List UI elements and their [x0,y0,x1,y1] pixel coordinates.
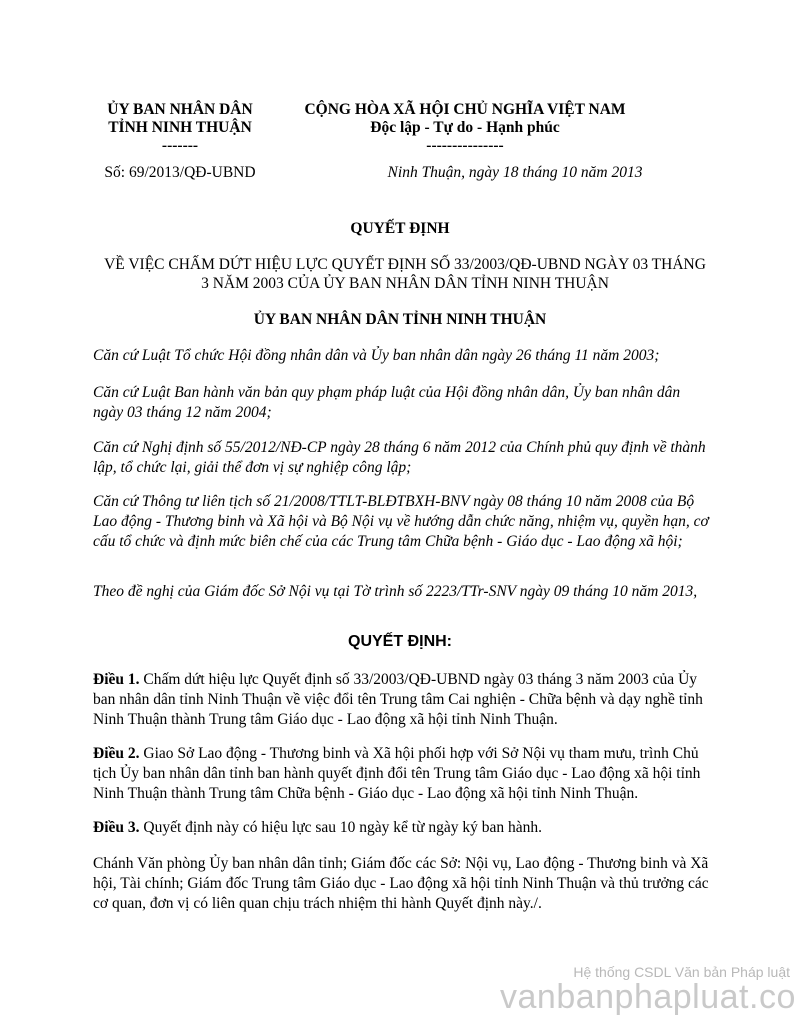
issuing-authority-line2: TỈNH NINH THUẬN [108,119,252,136]
document-number: Số: 69/2013/QĐ-UBND [104,164,256,181]
implementation-clause: Chánh Văn phòng Ủy ban nhân dân tỉnh; Giám đốc các Sở: Nội vụ, Lao động - Thương binh và Xã hội, Tài chính; Giám đốc Trung tâm Giáo dục - Lao động xã hội tỉnh Ninh Thuận và thủ trưởng các cơ quan, đơn vị có liên quan chịu trách nhiệm thi hành Quyết định này./. [93,855,709,912]
document-subject [60,255,750,293]
article-1 [93,670,713,730]
article-3-label: Điều 3. [93,819,140,836]
issuing-authority-block [80,101,280,155]
document-type: QUYẾT ĐỊNH [350,220,450,237]
watermark-system-name: Hệ thống CSDL Văn bản Pháp luật [573,964,790,980]
legal-basis-2: Căn cứ Luật Ban hành văn bản quy phạm pháp luật của Hội đồng nhân dân, Ủy ban nhân dân ngày 03 tháng 12 năm 2004; [93,384,681,421]
article-2 [93,744,713,804]
subject-line-1: VỀ VIỆC CHẤM DỨT HIỆU LỰC QUYẾT ĐỊNH SỐ 33/2003/QĐ-UBND NGÀY 03 THÁNG [104,256,706,273]
issuing-authority-line1: ỦY BAN NHÂN DÂN [107,101,253,118]
national-motto: Độc lập - Tự do - Hạnh phúc [370,119,560,136]
subject-line-2: 3 NĂM 2003 CỦA ỦY BAN NHÂN DÂN TỈNH NINH THUẬN [201,275,609,292]
article-2-text: Giao Sở Lao động - Thương binh và Xã hội phối hợp với Sở Nội vụ tham mưu, trình Chủ tịch Ủy ban nhân dân tỉnh ban hành quyết định đổi tên Trung tâm Giáo dục - Lao động xã hội tỉnh Ninh Thuận thành Trung tâm Chữa bệnh - Giáo dục - Lao động xã hội tỉnh Ninh Thuận. [93,745,701,802]
national-title-block [280,101,650,155]
issuing-authority-separator: ------- [161,137,199,154]
national-title: CỘNG HÒA XÃ HỘI CHỦ NGHĨA VIỆT NAM [304,101,626,118]
legal-basis-3: Căn cứ Nghị định số 55/2012/NĐ-CP ngày 28 tháng 6 năm 2012 của Chính phủ quy định về thành lập, tổ chức lại, giải thể đơn vị sự nghiệp công lập; [93,439,706,476]
article-1-label: Điều 1. [93,671,140,688]
decision-heading: QUYẾT ĐỊNH: [348,633,452,650]
watermark-site: vanbanphapluat.co [500,978,796,1016]
article-3 [93,818,713,838]
article-1-text: Chấm dứt hiệu lực Quyết định số 33/2003/QĐ-UBND ngày 03 tháng 3 năm 2003 của Ủy ban nhân dân tỉnh Ninh Thuận về việc đổi tên Trung tâm Cai nghiện - Chữa bệnh và dạy nghề tỉnh Ninh Thuận thành Trung tâm Giáo dục - Lao động xã hội tỉnh Ninh Thuận. [93,671,703,728]
legal-basis-4: Căn cứ Thông tư liên tịch số 21/2008/TTLT-BLĐTBXH-BNV ngày 08 tháng 10 năm 2008 của Bộ Lao động - Thương binh và Xã hội và Bộ Nội vụ về hướng dẫn chức năng, nhiệm vụ, quyền hạn, cơ cấu tổ chức và định mức biên chế của các Trung tâm Chữa bệnh - Giáo dục - Lao động xã hội; [93,493,709,550]
article-3-text: Quyết định này có hiệu lực sau 10 ngày kể từ ngày ký ban hành. [139,819,542,836]
issuing-body-heading: ỦY BAN NHÂN DÂN TỈNH NINH THUẬN [253,311,547,328]
legal-basis-1: Căn cứ Luật Tổ chức Hội đồng nhân dân và Ủy ban nhân dân ngày 26 tháng 11 năm 2003; [93,347,660,364]
proposal-basis: Theo đề nghị của Giám đốc Sở Nội vụ tại Tờ trình số 2223/TTr-SNV ngày 09 tháng 10 năm 2013, [93,583,698,600]
article-2-label: Điều 2. [93,745,140,762]
national-separator: --------------- [426,137,504,154]
place-and-date: Ninh Thuận, ngày 18 tháng 10 năm 2013 [387,164,643,181]
